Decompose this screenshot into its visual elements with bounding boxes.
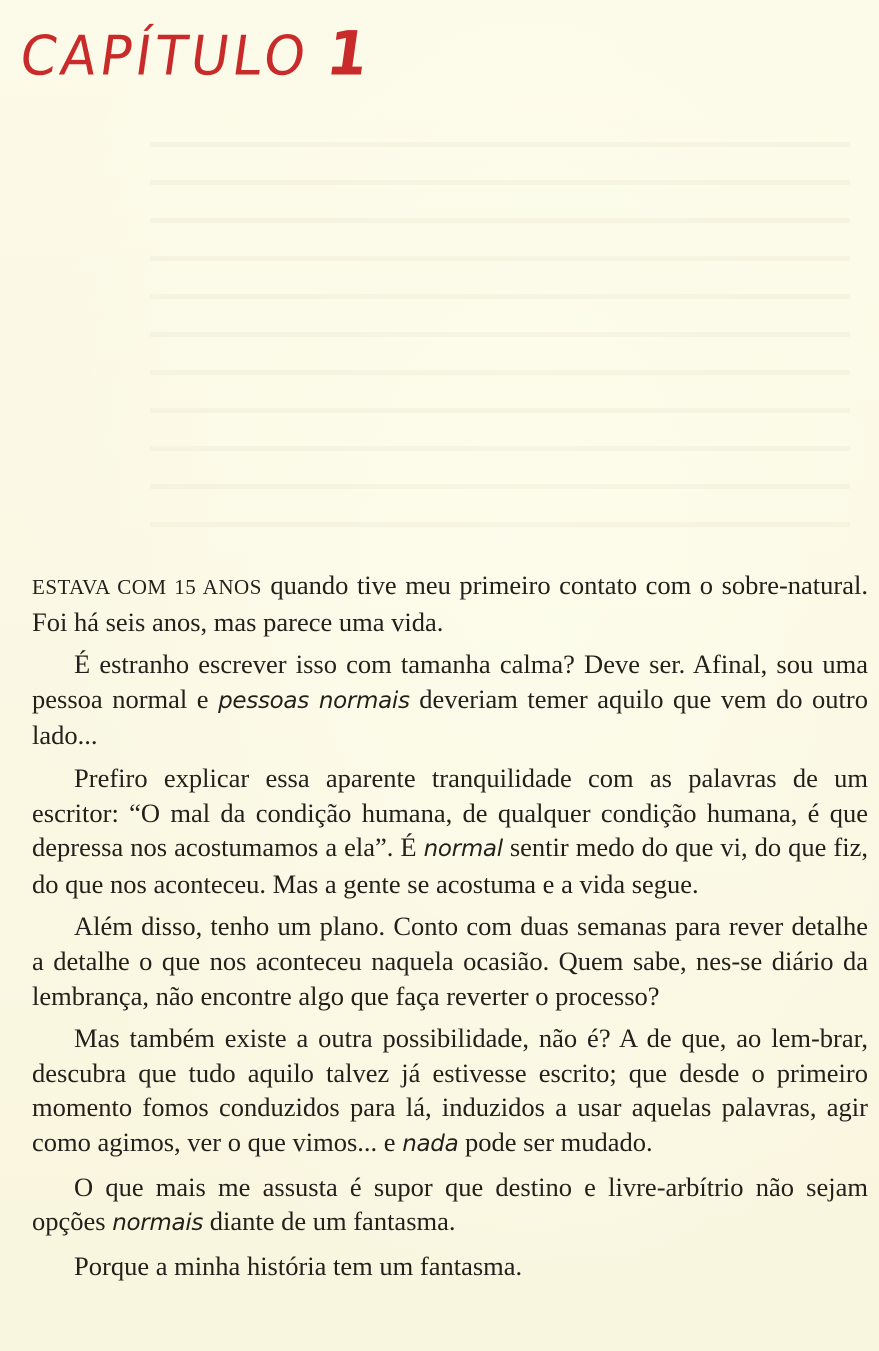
chapter-number: 1 [322, 18, 373, 90]
emphasis-text: pessoas normais [218, 687, 410, 714]
paragraph-6 [32, 1170, 868, 1241]
paragraph-1-text: quando tive meu primeiro contato com o sobre-natural. Foi há seis anos, mas parece uma vida. [32, 570, 868, 637]
paragraph-7-text: Porque a minha história tem um fantasma. [74, 1250, 523, 1281]
emphasis-text: nada [402, 1130, 459, 1157]
paragraph-3-text-b: sentir medo do que vi, do que fiz, do que nos aconteceu. Mas a gente se acostuma e a vida segue. [32, 832, 868, 899]
paragraph-1 [32, 568, 868, 639]
show-through-text [150, 120, 850, 540]
paragraph-7 [32, 1249, 868, 1284]
paragraph-2-text-a: É estranho escrever isso com tamanha calma? Deve ser. Afinal, sou uma pessoa normal e [32, 649, 868, 714]
paragraph-6-text-b: diante de um fantasma. [203, 1206, 456, 1237]
paragraph-6-text-a: O que mais me assusta é supor que destino e livre-arbítrio não sejam opções [32, 1171, 868, 1237]
chapter-heading [16, 18, 373, 89]
opening-words: ESTAVA COM 15 ANOS [32, 575, 262, 599]
paragraph-5-text-b: pode ser mudado. [458, 1126, 653, 1157]
emphasis-text: normal [423, 836, 503, 863]
paragraph-2 [32, 647, 868, 753]
chapter-body [32, 568, 868, 1291]
paragraph-5 [32, 1021, 868, 1161]
paragraph-3 [32, 761, 868, 901]
chapter-label: CAPÍTULO [16, 25, 314, 89]
paragraph-5-text-a: Mas também existe a outra possibilidade, não é? A de que, ao lem-brar, descubra que tudo aquilo talvez já estivesse escrito; que desde o primeiro momento fomos conduzidos para lá, induzidos a usar aquelas palavras, agir como agimos, ver o que vimos... e [32, 1023, 868, 1157]
paragraph-4-text: Além disso, tenho um plano. Conto com duas semanas para rever detalhe a detalhe o que nos aconteceu naquela ocasião. Quem sabe, nes-se diário da lembrança, não encontre algo que faça reverter o processo? [32, 911, 868, 1011]
emphasis-text: normais [112, 1210, 204, 1237]
paragraph-2-text-b: deveriam temer aquilo que vem do outro lado... [32, 683, 868, 751]
paragraph-4 [32, 909, 868, 1013]
paragraph-3-text-a: Prefiro explicar essa aparente tranquilidade com as palavras de um escritor: “O mal da condição humana, de qualquer condição humana, é que depressa nos acostumamos a ela”. É [32, 762, 868, 863]
